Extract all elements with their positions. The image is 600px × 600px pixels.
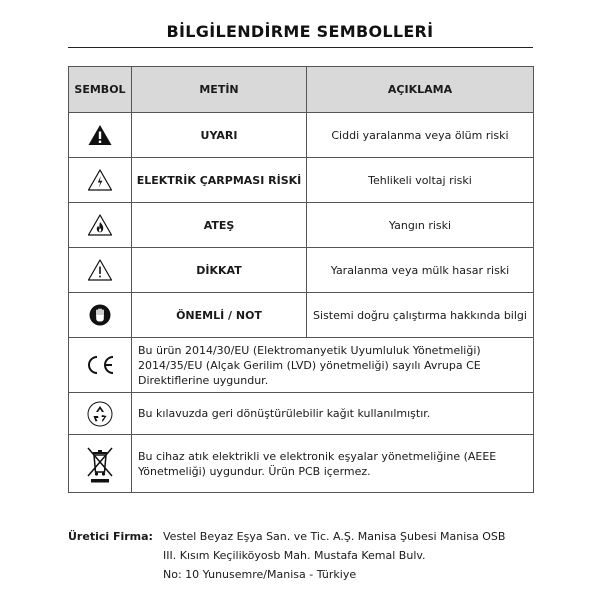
weee-compliance-text: Bu cihaz atık elektrikli ve elektronik eşyalar yönetmeliğine (AEEE Yönetmeliği) uygundur. Ürün PCB içermez. [132,435,534,493]
symbols-table [68,66,534,493]
table-row [69,393,534,435]
warning-filled-icon [87,123,113,147]
symbol-name: ÖNEMLİ / NOT [132,293,307,338]
symbol-description: Sistemi doğru çalıştırma hakkında bilgi [307,293,534,338]
table-row [69,158,534,203]
table-row [69,203,534,248]
symbol-cell [69,338,132,393]
table-header-row [69,67,534,113]
ce-mark-icon [84,354,116,376]
table-row [69,293,534,338]
recycle-icon [87,401,113,427]
manufacturer-line: III. Kısım Keçiliköyosb Mah. Mustafa Kemal Bulv. [163,549,426,562]
manufacturer-line: Vestel Beyaz Eşya San. ve Tic. A.Ş. Manisa Şubesi Manisa OSB [163,530,506,543]
manufacturer-label: Üretici Firma: [68,530,153,543]
symbol-name: ELEKTRİK ÇARPMASI RİSKİ [132,158,307,203]
symbol-name: ATEŞ [132,203,307,248]
symbol-description: Yangın riski [307,203,534,248]
symbol-cell [69,203,132,248]
electric-shock-icon [87,168,113,192]
symbol-cell [69,393,132,435]
header-symbol: SEMBOL [69,67,132,113]
manufacturer-address [163,527,505,584]
ce-compliance-text: Bu ürün 2014/30/EU (Elektromanyetik Uyumluluk Yönetmeliği) 2014/35/EU (Alçak Gerilim (LVD) yönetmeliği) sayılı Avrupa CE Direktiflerine uygundur. [132,338,534,393]
table-row [69,338,534,393]
symbol-description: Ciddi yaralanma veya ölüm riski [307,113,534,158]
symbol-name: UYARI [132,113,307,158]
table-row [69,435,534,493]
page-title: BİLGİLENDİRME SEMBOLLERİ [166,22,434,41]
manufacturer-line: No: 10 Yunusemre/Manisa - Türkiye [163,568,357,581]
weee-bin-icon [85,444,115,484]
symbol-name: DİKKAT [132,248,307,293]
symbol-cell [69,293,132,338]
symbol-description: Yaralanma veya mülk hasar riski [307,248,534,293]
table-row [69,113,534,158]
symbol-cell [69,113,132,158]
symbol-cell [69,248,132,293]
header-description: AÇIKLAMA [307,67,534,113]
hand-stop-icon [88,303,112,327]
table-row [69,248,534,293]
header-text: METİN [132,67,307,113]
fire-icon [87,213,113,237]
title-divider [68,47,533,48]
recycle-paper-text: Bu kılavuzda geri dönüştürülebilir kağıt kullanılmıştır. [132,393,534,435]
symbol-cell [69,435,132,493]
caution-icon [87,258,113,282]
symbol-description: Tehlikeli voltaj riski [307,158,534,203]
symbol-cell [69,158,132,203]
